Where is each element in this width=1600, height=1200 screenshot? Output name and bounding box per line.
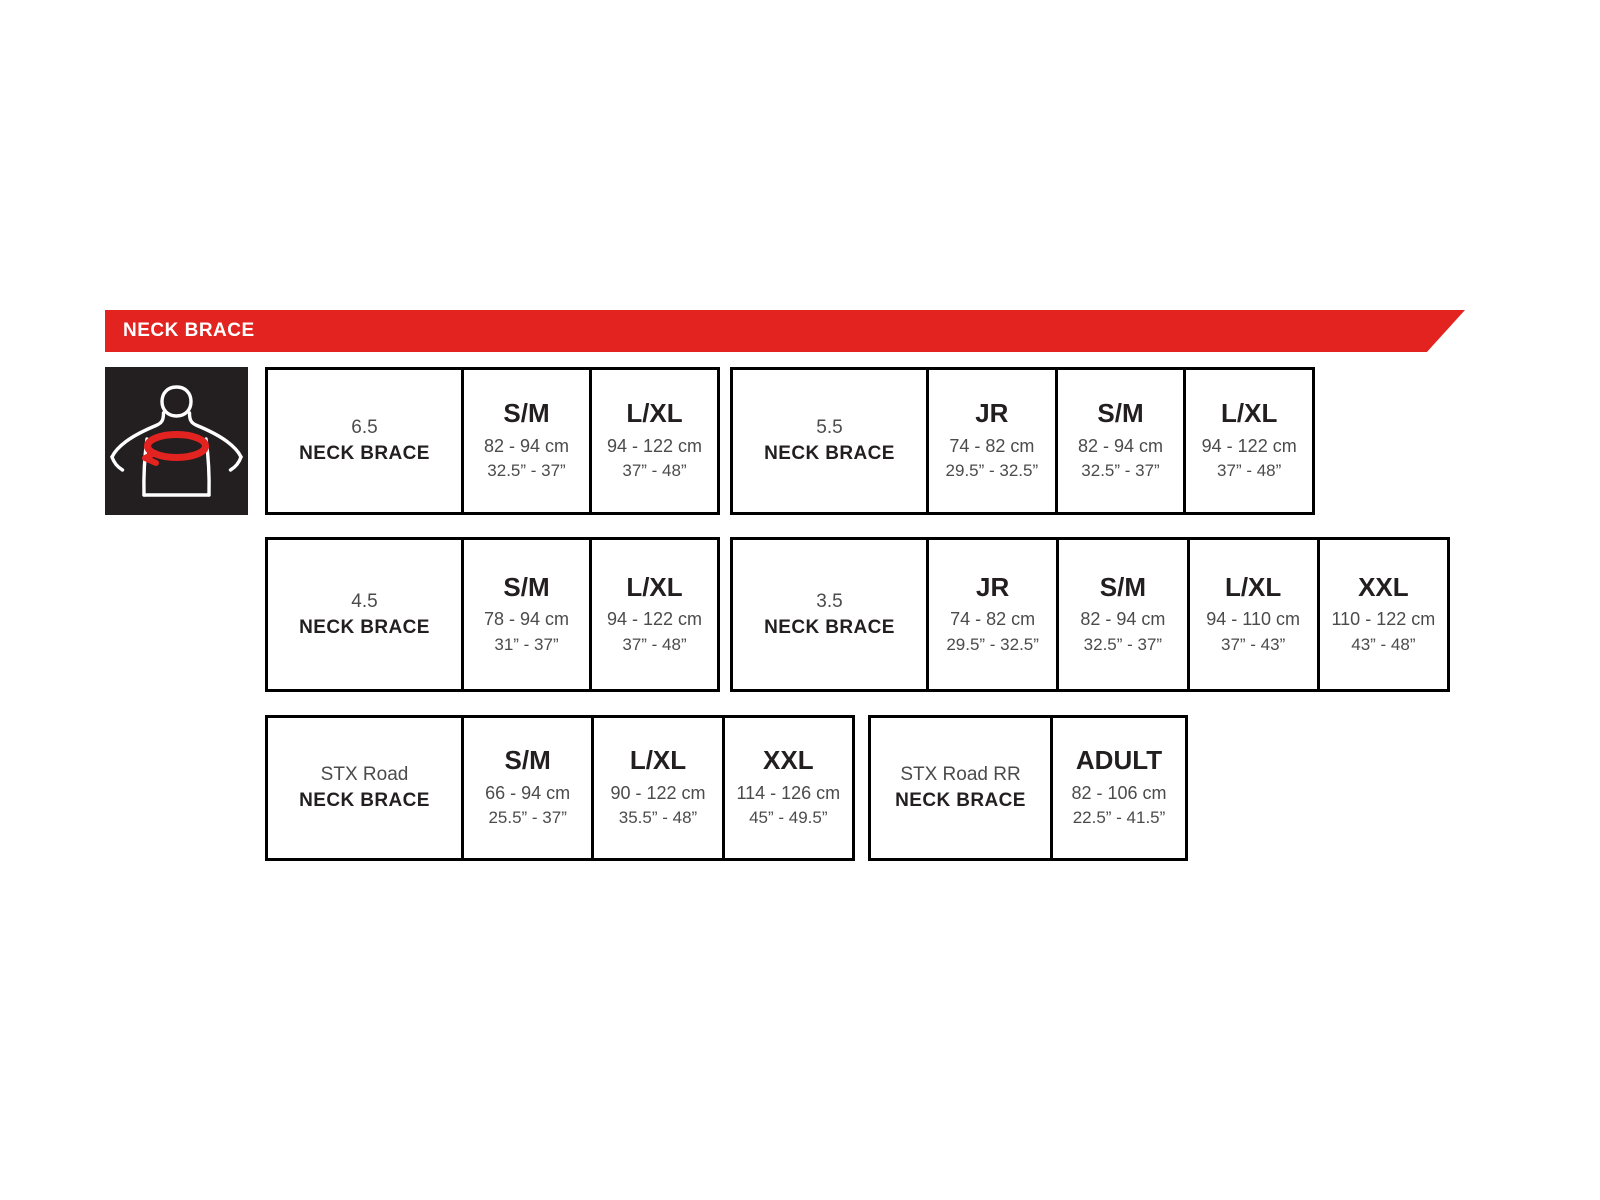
size-cell xyxy=(1186,370,1312,512)
measurement-inch: 37” - 43” xyxy=(1221,634,1286,654)
size-cell xyxy=(929,540,1059,689)
size-cell xyxy=(725,718,852,858)
size-label: S/M xyxy=(503,571,550,602)
section-banner xyxy=(105,310,1465,352)
measurement-inch: 22.5” - 41.5” xyxy=(1072,808,1166,828)
measurement-inch: 29.5” - 32.5” xyxy=(946,634,1039,654)
size-label: XXL xyxy=(763,745,814,776)
size-label: L/XL xyxy=(629,745,687,776)
measurement-inch: 32.5” - 37” xyxy=(1081,461,1160,481)
measurement-cm: 110 - 122 cm xyxy=(1331,609,1436,630)
measurement-cm: 94 - 122 cm xyxy=(1201,435,1297,456)
measurement-cm: 94 - 122 cm xyxy=(606,609,703,630)
product-model: STX Road xyxy=(320,764,409,786)
size-cell xyxy=(594,718,724,858)
measurement-cm: 78 - 94 cm xyxy=(483,609,570,630)
measurement-inch: 25.5” - 37” xyxy=(488,808,567,828)
measurement-inch: 37” - 48” xyxy=(1217,461,1282,481)
size-table-stx-road xyxy=(265,715,855,861)
size-label: S/M xyxy=(503,398,550,429)
product-label: NECK BRACE xyxy=(299,443,430,464)
size-label: JR xyxy=(976,571,1010,602)
size-label: L/XL xyxy=(626,571,683,602)
measurement-cm: 94 - 122 cm xyxy=(606,435,703,456)
size-cell xyxy=(592,540,717,689)
product-model: STX Road RR xyxy=(900,764,1021,786)
measurement-inch: 32.5” - 37” xyxy=(1083,634,1163,654)
size-cell xyxy=(1059,540,1189,689)
product-model: 4.5 xyxy=(351,590,378,612)
measurement-inch: 32.5” - 37” xyxy=(487,461,566,481)
product-name-cell xyxy=(733,540,929,689)
product-name-cell xyxy=(733,370,929,512)
measurement-cm: 74 - 82 cm xyxy=(950,609,1036,630)
size-label: L/XL xyxy=(1224,571,1282,602)
size-table-6-5 xyxy=(265,367,720,515)
measurement-cm: 82 - 94 cm xyxy=(483,435,570,456)
size-label: XXL xyxy=(1358,571,1409,602)
product-label: NECK BRACE xyxy=(895,790,1026,811)
size-cell xyxy=(1190,540,1320,689)
size-cell xyxy=(464,718,594,858)
size-cell xyxy=(464,370,592,512)
product-name-cell xyxy=(268,370,464,512)
measurement-inch: 37” - 48” xyxy=(622,634,687,654)
torso-neck-brace-icon xyxy=(105,367,248,515)
measurement-cm: 66 - 94 cm xyxy=(485,782,571,803)
size-table-5-5 xyxy=(730,367,1315,515)
size-label: JR xyxy=(975,398,1009,429)
size-cell xyxy=(1320,540,1447,689)
product-model: 5.5 xyxy=(816,417,843,439)
size-cell xyxy=(929,370,1058,512)
size-cell xyxy=(464,540,592,689)
size-label: L/XL xyxy=(1221,398,1278,429)
size-label: ADULT xyxy=(1075,745,1163,776)
size-table-3-5 xyxy=(730,537,1450,692)
product-name-cell xyxy=(268,718,464,858)
product-name-cell xyxy=(871,718,1053,858)
size-label: S/M xyxy=(1099,571,1146,602)
product-label: NECK BRACE xyxy=(299,616,430,638)
product-name-cell xyxy=(268,540,464,689)
product-model: 6.5 xyxy=(351,417,378,439)
measurement-cm: 82 - 94 cm xyxy=(1077,435,1164,456)
measurement-cm: 74 - 82 cm xyxy=(949,435,1035,456)
measurement-cm: 82 - 94 cm xyxy=(1080,609,1166,630)
product-label: NECK BRACE xyxy=(764,616,895,638)
product-label: NECK BRACE xyxy=(299,790,430,811)
measurement-cm: 94 - 110 cm xyxy=(1206,609,1300,630)
measurement-inch: 29.5” - 32.5” xyxy=(945,461,1039,481)
measurement-cm: 114 - 126 cm xyxy=(736,782,841,803)
product-model: 3.5 xyxy=(816,590,843,612)
measurement-inch: 37” - 48” xyxy=(622,461,687,481)
size-label: S/M xyxy=(504,745,551,776)
size-label: L/XL xyxy=(626,398,683,429)
banner-title: NECK BRACE xyxy=(123,320,255,341)
measurement-inch: 31” - 37” xyxy=(494,634,559,654)
measurement-inch: 43” - 48” xyxy=(1351,634,1416,654)
size-table-stx-road-rr xyxy=(868,715,1188,861)
size-table-4-5 xyxy=(265,537,720,692)
measurement-inch: 35.5” - 48” xyxy=(618,808,698,828)
size-cell xyxy=(592,370,717,512)
size-label: S/M xyxy=(1097,398,1144,429)
measurement-inch: 45” - 49.5” xyxy=(749,808,828,828)
measurement-cm: 90 - 122 cm xyxy=(610,782,706,803)
product-label: NECK BRACE xyxy=(764,443,895,464)
size-cell xyxy=(1058,370,1187,512)
banner-shape xyxy=(105,310,1465,352)
measurement-cm: 82 - 106 cm xyxy=(1071,782,1167,803)
size-cell xyxy=(1053,718,1185,858)
